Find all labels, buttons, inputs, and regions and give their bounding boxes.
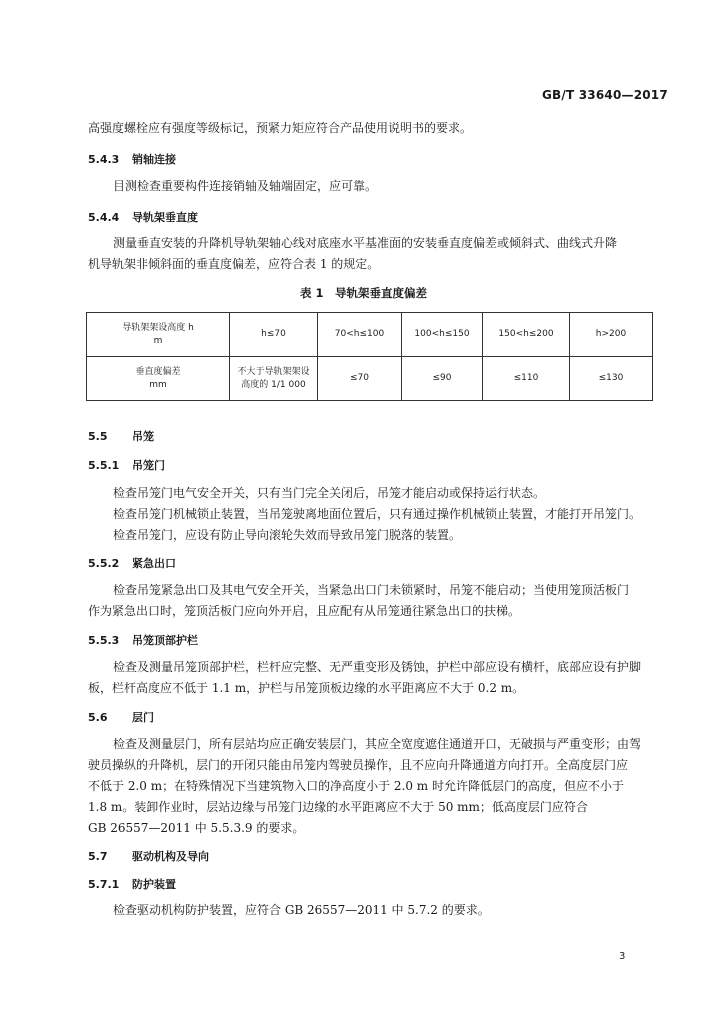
table-row-header xyxy=(87,313,230,357)
cell-line: m xyxy=(153,335,163,346)
cell-line: 垂直度偏差 xyxy=(135,366,181,377)
section-heading-5-4-4 xyxy=(88,209,198,225)
cell-line: 高度的 1/1 000 xyxy=(241,379,306,390)
paragraph-landing-door-line-2: 驶员操纵的升降机，层门的开闭只能由吊笼内驾驶员操作，且不应向升降通道方向打开。全高度层门应 xyxy=(88,758,629,772)
paragraph-landing-door-line-5: GB 26557—2011 中 5.5.3.9 的要求。 xyxy=(88,821,305,835)
section-title: 吊笼 xyxy=(132,430,154,443)
paragraph-verticality-line-1: 测量垂直安装的升降机导轨架轴心线对底座水平基准面的安装垂直度偏差或倾斜式、曲线式升降 xyxy=(113,236,618,250)
section-number: 5.5 xyxy=(88,430,108,443)
page-number: 3 xyxy=(619,951,626,962)
cell-line: 导轨架架设高度 h xyxy=(122,322,194,333)
section-number: 5.4.4 xyxy=(88,211,120,224)
paragraph-guardrail-line-2: 板，栏杆高度应不低于 1.1 m，护栏与吊笼顶板边缘的水平距离应不大于 0.2 m。 xyxy=(88,681,525,695)
section-number: 5.5.1 xyxy=(88,459,120,472)
section-heading-5-5-2 xyxy=(88,555,176,571)
section-title: 销轴连接 xyxy=(132,153,176,166)
paragraph-drive-protection: 检查驱动机构防护装置，应符合 GB 26557—2011 中 5.7.2 的要求。 xyxy=(113,903,490,917)
table-row xyxy=(87,357,653,401)
paragraph-verticality-line-2: 机导轨架非倾斜面的垂直度偏差，应符合表 1 的规定。 xyxy=(88,257,380,271)
section-number: 5.4.3 xyxy=(88,153,120,166)
table-cell: h>200 xyxy=(570,313,653,357)
paragraph-cage-door-line-1: 检查吊笼门电气安全开关，只有当门完全关闭后，吊笼才能启动或保持运行状态。 xyxy=(113,486,546,500)
section-number: 5.5.2 xyxy=(88,557,120,570)
table-cell: ≤110 xyxy=(483,357,570,401)
paragraph-guardrail-line-1: 检查及测量吊笼顶部护栏，栏杆应完整、无严重变形及锈蚀，护栏中部应设有横杆，底部应设有护脚 xyxy=(113,660,642,674)
table-row xyxy=(87,313,653,357)
table-cell: ≤130 xyxy=(570,357,653,401)
paragraph-landing-door-line-1: 检查及测量层门，所有层站均应正确安装层门，其应全宽度遮住通道开口，无破损与严重变形；由驾 xyxy=(113,737,642,751)
section-title: 层门 xyxy=(132,711,154,724)
section-heading-5-5-3 xyxy=(88,632,198,648)
paragraph-landing-door-line-3: 不低于 2.0 m；在特殊情况下当建筑物入口的净高度小于 2.0 m 时允许降低层门的高度，但应不小于 xyxy=(88,779,625,793)
paragraph-emergency-exit-line-2: 作为紧急出口时，笼顶活板门应向外开启，且应配有从吊笼通往紧急出口的扶梯。 xyxy=(88,604,521,618)
section-title: 导轨架垂直度 xyxy=(132,211,198,224)
table-cell: ≤70 xyxy=(318,357,402,401)
section-title: 吊笼门 xyxy=(132,459,165,472)
paragraph-cage-door-line-3: 检查吊笼门，应设有防止导向滚轮失效而导致吊笼门脱落的装置。 xyxy=(113,528,462,542)
table-cell: h≤70 xyxy=(230,313,318,357)
table-caption: 表 1 导轨架垂直度偏差 xyxy=(300,286,428,300)
section-number: 5.7.1 xyxy=(88,878,120,891)
paragraph-pin-connection: 目测检查重要构件连接销轴及轴端固定，应可靠。 xyxy=(113,179,378,193)
paragraph-landing-door-line-4: 1.8 m。装卸作业时，层站边缘与吊笼门边缘的水平距离应不大于 50 mm；低高度层门应符合 xyxy=(88,800,588,814)
cell-line: 不大于导轨架架设 xyxy=(237,366,310,377)
document-id: GB/T 33640—2017 xyxy=(542,88,668,102)
table-cell: 150<h≤200 xyxy=(483,313,570,357)
section-heading-5-5-1 xyxy=(88,457,165,473)
section-heading-5-7-1 xyxy=(88,876,176,892)
section-number: 5.7 xyxy=(88,850,108,863)
table-row-header xyxy=(87,357,230,401)
section-number: 5.6 xyxy=(88,711,108,724)
table-cell: ≤90 xyxy=(402,357,483,401)
paragraph-bolt-marking: 高强度螺栓应有强度等级标记，预紧力矩应符合产品使用说明书的要求。 xyxy=(88,121,473,135)
section-heading-5-5 xyxy=(88,428,154,444)
section-title: 紧急出口 xyxy=(132,557,176,570)
table-cell xyxy=(230,357,318,401)
section-number: 5.5.3 xyxy=(88,634,120,647)
section-heading-5-6 xyxy=(88,709,154,725)
paragraph-cage-door-line-2: 检查吊笼门机械锁止装置，当吊笼驶离地面位置后，只有通过操作机械锁止装置，才能打开吊笼门。 xyxy=(113,507,642,521)
section-title: 吊笼顶部护栏 xyxy=(132,634,198,647)
section-title: 防护装置 xyxy=(132,878,176,891)
table-cell: 100<h≤150 xyxy=(402,313,483,357)
section-heading-5-4-3 xyxy=(88,151,176,167)
section-title: 驱动机构及导向 xyxy=(132,850,209,863)
cell-line: mm xyxy=(149,379,167,390)
paragraph-emergency-exit-line-1: 检查吊笼紧急出口及其电气安全开关，当紧急出口门未锁紧时，吊笼不能启动；当使用笼顶活板门 xyxy=(113,583,630,597)
verticality-tolerance-table xyxy=(86,312,653,401)
table-cell: 70<h≤100 xyxy=(318,313,402,357)
section-heading-5-7 xyxy=(88,848,209,864)
